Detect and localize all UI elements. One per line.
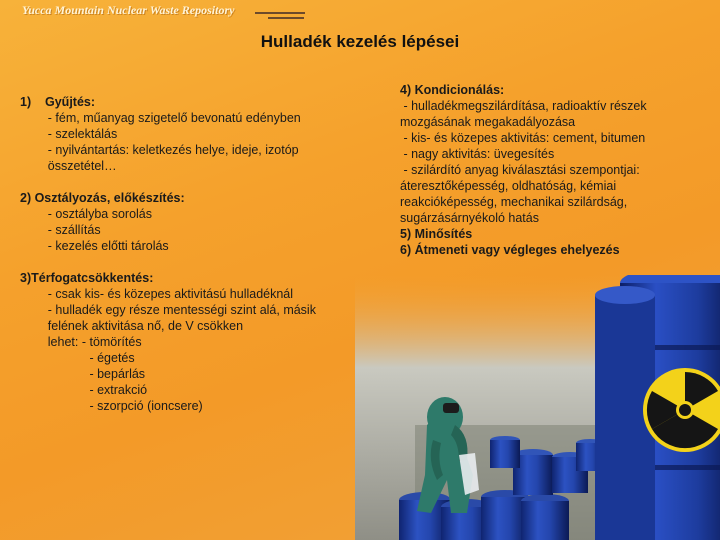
left-column-heading: 1) Gyűjtés: [20,95,96,109]
header-title: Yucca Mountain Nuclear Waste Repository [22,3,235,17]
slide-title: Hulladék kezelés lépései [260,32,460,51]
left-column-line: - hulladék egy része mentességi szint alá, másik [20,303,316,317]
left-column-line: - szorpció (ioncsere) [20,399,203,413]
barrels-illustration [355,275,720,540]
right-column-line: - hulladékmegszilárdítása, radioaktív részek [400,99,647,113]
left-column-line: - égetés [20,351,135,365]
left-column [20,94,370,414]
left-column-line: - fém, műanyag szigetelő bevonatú edényben [20,111,301,125]
barrels-photo [355,275,720,540]
right-column-line: - szilárdító anyag kiválasztási szempontjai: [400,163,640,177]
right-column-line: - kis- és közepes aktivitás: cement, bitumen [400,131,646,145]
large-radioactive-barrel [595,275,720,540]
right-column-line: reakcióképesség, mechanikai szilárdság, [400,195,628,209]
left-column-line [20,174,370,190]
left-column-line: összetétel… [20,159,117,173]
left-column-heading: 2) Osztályozás, előkészítés: [20,191,185,205]
left-column-line: - bepárlás [20,367,146,381]
right-column-heading: 5) Minősítés [400,227,473,241]
left-column-line [20,254,370,270]
left-column-line: lehet: - tömörítés [20,335,142,349]
left-column-line: - kezelés előtti tárolás [20,239,169,253]
right-column-heading: 4) Kondicionálás: [400,83,505,97]
left-column-line: - szelektálás [20,127,118,141]
right-column-line: mozgásának megakadályozása [400,115,576,129]
left-column-heading: 3)Térfogatcsökkentés: [20,271,154,285]
right-column-line: sugárzásárnyékoló hatás [400,211,539,225]
right-column-heading: 6) Átmeneti vagy végleges ehelyezés [400,243,620,257]
left-column-line: felének aktivitása nő, de V csökken [20,319,244,333]
right-column-line: - nagy aktivitás: üvegesítés [400,147,555,161]
right-column [400,82,700,258]
right-column-line: áteresztőképesség, oldhatóság, kémiai [400,179,617,193]
left-column-line: - osztályba sorolás [20,207,152,221]
header-rule [255,12,305,14]
left-column-line: - csak kis- és közepes aktivitású hulladéknál [20,287,294,301]
header-rule [268,17,304,19]
left-column-line: - extrakció [20,383,148,397]
left-column-line: - nyilvántartás: keletkezés helye, ideje, izotóp [20,143,299,157]
left-column-line: - szállítás [20,223,101,237]
